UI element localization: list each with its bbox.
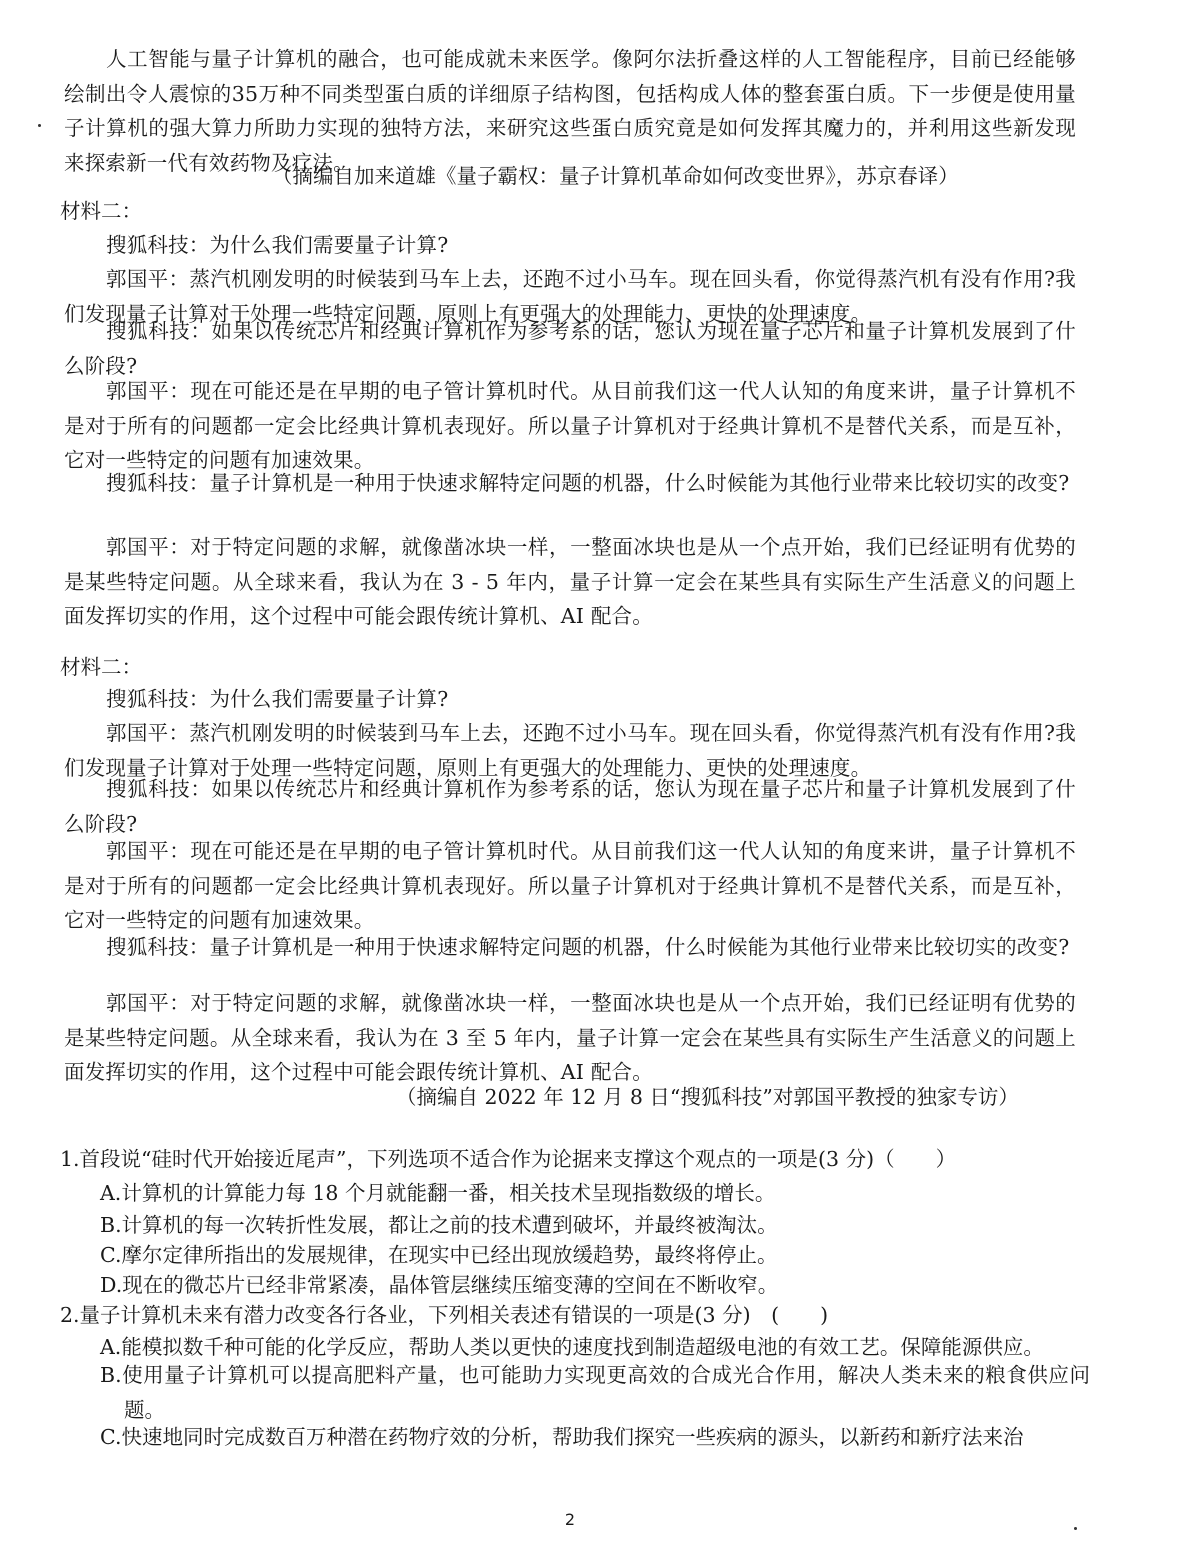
interview-paragraph: 郭国平：对于特定问题的求解，就像凿冰块一样，一整面冰块也是从一个点开始，我们已经证明有优势的是某些特定问题。从全球来看，我认为在 3 - 5 年内，量子计算一定会在某些具有实际生产生活意义的问题上面发挥切实的作用，这个过程中可能会跟传统计算机、AI 配合。 — [64, 535, 1076, 628]
question-1-option-b: B.计算机的每一次转折性发展，都让之前的技术遭到破坏，并最终被淘汰。 — [100, 1213, 778, 1237]
question-2-option-a: A.能模拟数千种可能的化学反应，帮助人类以更快的速度找到制造超级电池的有效工艺。保障能源供应。 — [100, 1335, 1044, 1359]
material-heading: 材料二： — [60, 655, 142, 679]
intro-paragraph: 人工智能与量子计算机的融合，也可能成就未来医学。像阿尔法折叠这样的人工智能程序，目前已经能够绘制出令人震惊的35万种不同类型蛋白质的详细原子结构图，包括构成人体的整套蛋白质。下一步便是使用量子计算机的强大算力所助力实现的独特方法，来研究这些蛋白质究竟是如何发挥其魔力的，并利用这些新发现来探索新一代有效药物及疗法。 — [64, 47, 1076, 175]
question-2-option-b: B.使用量子计算机可以提高肥料产量，也可能助力实现更高效的合成光合作用，解决人类未来的粮食供应问题。 — [100, 1363, 1090, 1422]
interview-paragraph: 郭国平：现在可能还是在早期的电子管计算机时代。从目前我们这一代人认知的角度来讲，量子计算机不是对于所有的问题都一定会比经典计算机表现好。所以量子计算机对于经典计算机不是替代关系，而是互补，它对一些特定的问题有加速效果。 — [64, 379, 1076, 472]
interview-paragraph: 搜狐科技：如果以传统芯片和经典计算机作为参考系的话，您认为现在量子芯片和量子计算机发展到了什么阶段? — [64, 319, 1076, 378]
interview-paragraph: 搜狐科技：量子计算机是一种用于快速求解特定问题的机器，什么时候能为其他行业带来比较切实的改变? — [106, 935, 1070, 959]
scan-speck — [38, 124, 41, 127]
interview-paragraph: 搜狐科技：为什么我们需要量子计算? — [106, 687, 449, 711]
page-number: 2 — [564, 1510, 576, 1529]
interview-paragraph: 郭国平：对于特定问题的求解，就像凿冰块一样，一整面冰块也是从一个点开始，我们已经证明有优势的是某些特定问题。从全球来看，我认为在 3 至 5 年内，量子计算一定会在某些具有实际生产生活意义的问题上面发挥切实的作用，这个过程中可能会跟传统计算机、AI 配合。 — [64, 991, 1076, 1084]
interview-paragraph: 郭国平：现在可能还是在早期的电子管计算机时代。从目前我们这一代人认知的角度来讲，量子计算机不是对于所有的问题都一定会比经典计算机表现好。所以量子计算机对于经典计算机不是替代关系，而是互补，它对一些特定的问题有加速效果。 — [64, 839, 1076, 932]
interview-paragraph: 郭国平：蒸汽机刚发明的时候装到马车上去，还跑不过小马车。现在回头看，你觉得蒸汽机有没有作用?我们发现量子计算对于处理一些特定问题，原则上有更强大的处理能力、更快的处理速度。 — [64, 267, 1076, 326]
interview-paragraph: 搜狐科技：如果以传统芯片和经典计算机作为参考系的话，您认为现在量子芯片和量子计算机发展到了什么阶段? — [64, 777, 1076, 836]
question-2-option-c: C.快速地同时完成数百万种潜在药物疗效的分析，帮助我们探究一些疾病的源头，以新药和新疗法来治 — [100, 1425, 1024, 1449]
interview-paragraph: 搜狐科技：为什么我们需要量子计算? — [106, 233, 449, 257]
source-citation-interview: （摘编自 2022 年 12 月 8 日“搜狐科技”对郭国平教授的独家专访） — [396, 1085, 1019, 1109]
source-citation-book: （摘编自加来道雄《量子霸权：量子计算机革命如何改变世界》，苏京春译） — [272, 164, 959, 188]
question-1-stem: 1.首段说“硅时代开始接近尾声”，下列选项不适合作为论据来支撑这个观点的一项是(3 分)（ ） — [60, 1147, 957, 1171]
scan-speck — [1074, 1527, 1077, 1530]
interview-paragraph: 搜狐科技：量子计算机是一种用于快速求解特定问题的机器，什么时候能为其他行业带来比较切实的改变? — [106, 471, 1070, 495]
material-heading: 材料二： — [60, 199, 142, 223]
question-1-option-d: D.现在的微芯片已经非常紧凑，晶体管层继续压缩变薄的空间在不断收窄。 — [100, 1273, 779, 1297]
question-2-stem: 2.量子计算机未来有潜力改变各行各业，下列相关表述有错误的一项是(3 分) ( ) — [60, 1303, 829, 1327]
question-1-option-a: A.计算机的计算能力每 18 个月就能翻一番，相关技术呈现指数级的增长。 — [100, 1181, 776, 1205]
question-1-option-c: C.摩尔定律所指出的发展规律，在现实中已经出现放缓趋势，最终将停止。 — [100, 1243, 778, 1267]
interview-paragraph: 郭国平：蒸汽机刚发明的时候装到马车上去，还跑不过小马车。现在回头看，你觉得蒸汽机有没有作用?我们发现量子计算对于处理一些特定问题，原则上有更强大的处理能力、更快的处理速度。 — [64, 721, 1076, 780]
